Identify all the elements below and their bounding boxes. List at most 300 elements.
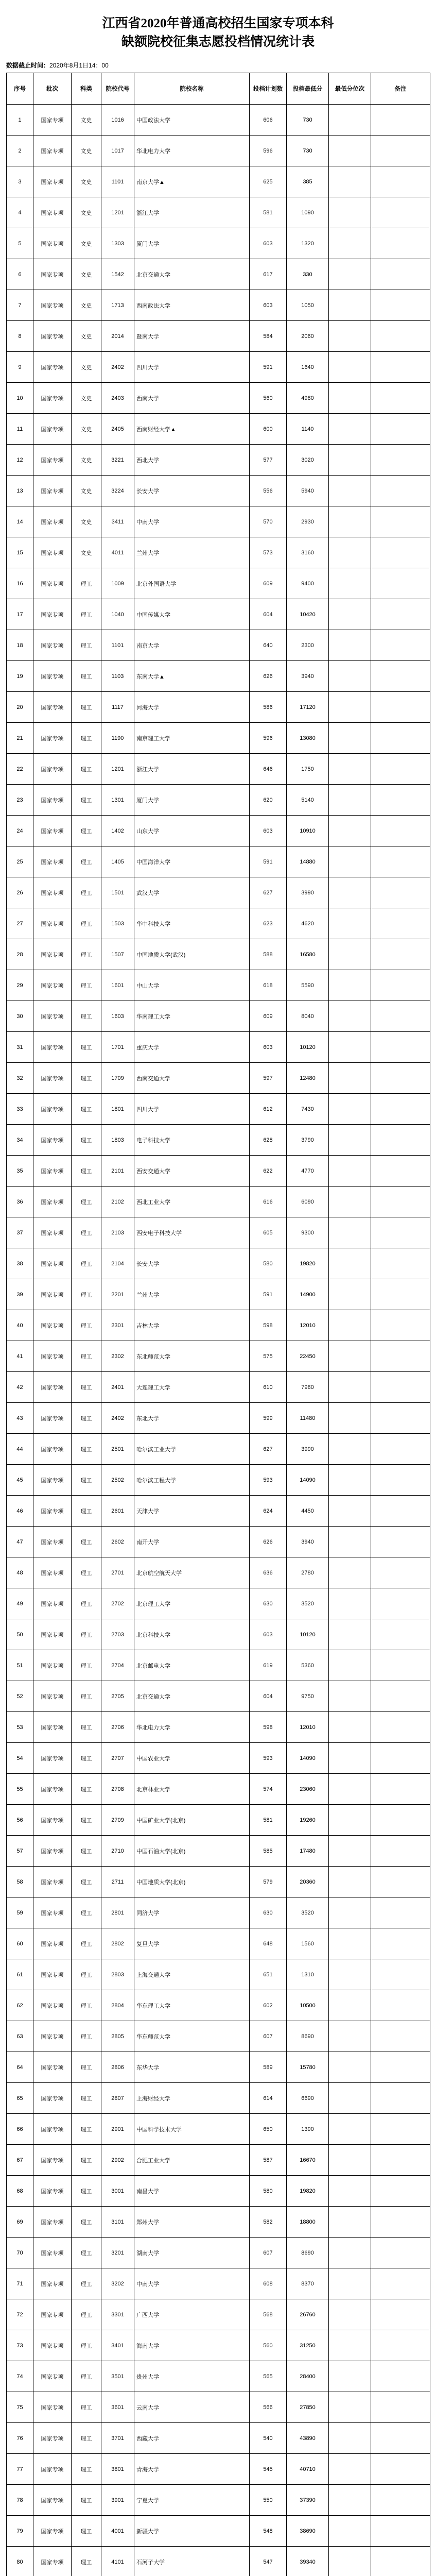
- cell-note: [371, 2454, 430, 2485]
- cell-school: 青海大学: [134, 2454, 250, 2485]
- cell-batch: 国家专项: [33, 723, 72, 754]
- cell-min-score: 1640: [287, 352, 329, 383]
- cell-school: 西北工业大学: [134, 1187, 250, 1217]
- cell-plan: 603: [250, 1619, 287, 1650]
- cell-code: 2302: [101, 1341, 134, 1372]
- cell-min-rank: [329, 1557, 371, 1588]
- cell-school: 中国地质大学(北京): [134, 1867, 250, 1897]
- cell-min-score: 1390: [287, 2114, 329, 2145]
- cell-note: [371, 1001, 430, 1032]
- cell-note: [371, 1897, 430, 1928]
- cell-min-score: 19820: [287, 1248, 329, 1279]
- cell-note: [371, 2516, 430, 2547]
- cell-type: 理工: [72, 1217, 101, 1248]
- cell-batch: 国家专项: [33, 908, 72, 939]
- cell-note: [371, 383, 430, 414]
- cell-note: [371, 1465, 430, 1496]
- cell-min-score: 14880: [287, 846, 329, 877]
- cell-code: 3101: [101, 2207, 134, 2238]
- cell-note: [371, 1836, 430, 1867]
- cell-min-score: 18800: [287, 2207, 329, 2238]
- table-row: [7, 1836, 430, 1867]
- cell-batch: 国家专项: [33, 1310, 72, 1341]
- cell-code: 2802: [101, 1928, 134, 1959]
- cell-no: 76: [7, 2423, 33, 2454]
- cell-school: 东北师范大学: [134, 1341, 250, 1372]
- cell-code: 1501: [101, 877, 134, 908]
- cell-code: 1601: [101, 970, 134, 1001]
- table-row: [7, 383, 430, 414]
- table-row: [7, 1403, 430, 1434]
- cell-type: 理工: [72, 877, 101, 908]
- cell-type: 理工: [72, 568, 101, 599]
- cell-code: 3201: [101, 2238, 134, 2268]
- cell-type: 文史: [72, 259, 101, 290]
- cell-min-rank: [329, 1310, 371, 1341]
- cell-plan: 545: [250, 2454, 287, 2485]
- cell-min-rank: [329, 1619, 371, 1650]
- table-row: [7, 939, 430, 970]
- cell-plan: 588: [250, 939, 287, 970]
- cell-plan: 596: [250, 723, 287, 754]
- cell-plan: 596: [250, 135, 287, 166]
- cell-plan: 619: [250, 1650, 287, 1681]
- cell-plan: 625: [250, 166, 287, 197]
- cell-code: 1503: [101, 908, 134, 939]
- cell-no: 67: [7, 2145, 33, 2176]
- cell-note: [371, 1867, 430, 1897]
- cell-min-rank: [329, 1094, 371, 1125]
- cell-code: 1701: [101, 1032, 134, 1063]
- cell-type: 理工: [72, 1650, 101, 1681]
- cell-type: 理工: [72, 1156, 101, 1187]
- table-row: [7, 1867, 430, 1897]
- cell-no: 33: [7, 1094, 33, 1125]
- cell-school: 中国农业大学: [134, 1743, 250, 1774]
- cutoff-label: 数据截止时间：: [6, 62, 50, 69]
- cell-school: 北京外国语大学: [134, 568, 250, 599]
- cell-batch: 国家专项: [33, 2145, 72, 2176]
- cell-plan: 547: [250, 2547, 287, 2576]
- cell-type: 理工: [72, 1279, 101, 1310]
- cell-batch: 国家专项: [33, 259, 72, 290]
- cell-plan: 548: [250, 2516, 287, 2547]
- cell-code: 3224: [101, 476, 134, 506]
- cell-min-rank: [329, 661, 371, 692]
- cell-min-score: 4450: [287, 1496, 329, 1527]
- cell-min-score: 3990: [287, 877, 329, 908]
- cell-school: 贵州大学: [134, 2361, 250, 2392]
- cell-plan: 620: [250, 785, 287, 816]
- table-row: [7, 568, 430, 599]
- cell-min-score: 20360: [287, 1867, 329, 1897]
- cell-min-score: 385: [287, 166, 329, 197]
- cell-type: 理工: [72, 2516, 101, 2547]
- table-row: [7, 1125, 430, 1156]
- cell-plan: 580: [250, 2176, 287, 2207]
- cell-min-rank: [329, 2454, 371, 2485]
- cell-type: 理工: [72, 1959, 101, 1990]
- cell-batch: 国家专项: [33, 1836, 72, 1867]
- cell-no: 6: [7, 259, 33, 290]
- table-row: [7, 1588, 430, 1619]
- cell-code: 2403: [101, 383, 134, 414]
- cell-min-rank: [329, 692, 371, 723]
- cell-batch: 国家专项: [33, 1372, 72, 1403]
- cell-min-rank: [329, 1681, 371, 1712]
- cell-batch: 国家专项: [33, 2361, 72, 2392]
- cell-batch: 国家专项: [33, 877, 72, 908]
- cell-no: 56: [7, 1805, 33, 1836]
- cell-batch: 国家专项: [33, 939, 72, 970]
- table-row: [7, 476, 430, 506]
- cell-min-rank: [329, 1217, 371, 1248]
- cell-code: 4001: [101, 2516, 134, 2547]
- cell-no: 58: [7, 1867, 33, 1897]
- cell-no: 73: [7, 2330, 33, 2361]
- cell-min-rank: [329, 2299, 371, 2330]
- cell-no: 72: [7, 2299, 33, 2330]
- cell-note: [371, 2145, 430, 2176]
- cell-plan: 607: [250, 2021, 287, 2052]
- cell-plan: 603: [250, 1032, 287, 1063]
- cell-min-rank: [329, 2423, 371, 2454]
- cell-min-rank: [329, 1774, 371, 1805]
- cell-no: 24: [7, 816, 33, 846]
- cell-note: [371, 692, 430, 723]
- cell-min-score: 37390: [287, 2485, 329, 2516]
- cell-batch: 国家专项: [33, 1434, 72, 1465]
- cell-type: 文史: [72, 506, 101, 537]
- cell-batch: 国家专项: [33, 785, 72, 816]
- cell-type: 理工: [72, 2454, 101, 2485]
- table-row: [7, 2207, 430, 2238]
- table-row: [7, 661, 430, 692]
- cell-school: 上海交通大学: [134, 1959, 250, 1990]
- cell-code: 1402: [101, 816, 134, 846]
- cell-note: [371, 568, 430, 599]
- cell-plan: 608: [250, 2268, 287, 2299]
- cell-note: [371, 2083, 430, 2114]
- cell-note: [371, 599, 430, 630]
- cell-batch: 国家专项: [33, 846, 72, 877]
- cell-school: 华东师范大学: [134, 2021, 250, 2052]
- cell-type: 理工: [72, 2330, 101, 2361]
- cell-school: 合肥工业大学: [134, 2145, 250, 2176]
- cell-plan: 589: [250, 2052, 287, 2083]
- cell-no: 63: [7, 2021, 33, 2052]
- cell-batch: 国家专项: [33, 2299, 72, 2330]
- cell-plan: 626: [250, 1527, 287, 1557]
- cell-batch: 国家专项: [33, 816, 72, 846]
- cell-code: 1190: [101, 723, 134, 754]
- cell-min-rank: [329, 1527, 371, 1557]
- cell-no: 18: [7, 630, 33, 661]
- cell-code: 3701: [101, 2423, 134, 2454]
- cell-plan: 574: [250, 1774, 287, 1805]
- cell-plan: 609: [250, 568, 287, 599]
- table-row: [7, 1372, 430, 1403]
- cell-min-score: 43890: [287, 2423, 329, 2454]
- cell-type: 文史: [72, 321, 101, 352]
- cell-min-score: 27850: [287, 2392, 329, 2423]
- cell-min-score: 1090: [287, 197, 329, 228]
- table-row: [7, 1248, 430, 1279]
- cell-note: [371, 414, 430, 445]
- cell-no: 44: [7, 1434, 33, 1465]
- cell-batch: 国家专项: [33, 1032, 72, 1063]
- cell-plan: 614: [250, 2083, 287, 2114]
- cell-type: 理工: [72, 2547, 101, 2576]
- cell-code: 3001: [101, 2176, 134, 2207]
- cell-code: 2402: [101, 1403, 134, 1434]
- col-header-no: 序号: [7, 73, 33, 105]
- cell-min-score: 17120: [287, 692, 329, 723]
- cell-no: 79: [7, 2516, 33, 2547]
- cell-type: 理工: [72, 1465, 101, 1496]
- cell-min-rank: [329, 1650, 371, 1681]
- cell-school: 西南交通大学: [134, 1063, 250, 1094]
- cell-type: 理工: [72, 1557, 101, 1588]
- cell-no: 77: [7, 2454, 33, 2485]
- cell-note: [371, 723, 430, 754]
- cell-min-rank: [329, 2485, 371, 2516]
- cell-note: [371, 2485, 430, 2516]
- cell-no: 38: [7, 1248, 33, 1279]
- table-row: [7, 1990, 430, 2021]
- cell-school: 海南大学: [134, 2330, 250, 2361]
- cell-no: 13: [7, 476, 33, 506]
- cell-school: 厦门大学: [134, 228, 250, 259]
- cell-no: 71: [7, 2268, 33, 2299]
- cell-no: 5: [7, 228, 33, 259]
- cell-type: 理工: [72, 2299, 101, 2330]
- cell-plan: 593: [250, 1465, 287, 1496]
- cell-min-rank: [329, 445, 371, 476]
- cell-min-rank: [329, 2083, 371, 2114]
- cell-min-rank: [329, 599, 371, 630]
- cell-plan: 591: [250, 352, 287, 383]
- table-body: [7, 105, 430, 2576]
- cell-code: 1103: [101, 661, 134, 692]
- table-row: [7, 105, 430, 135]
- cell-note: [371, 1588, 430, 1619]
- cell-school: 南京大学: [134, 630, 250, 661]
- cell-min-rank: [329, 1465, 371, 1496]
- cell-no: 7: [7, 290, 33, 321]
- table-row: [7, 1156, 430, 1187]
- cutoff-value: 2020年8月1日14：00: [49, 62, 109, 69]
- cell-min-rank: [329, 259, 371, 290]
- cell-type: 理工: [72, 785, 101, 816]
- cell-min-score: 6090: [287, 1187, 329, 1217]
- cell-note: [371, 2268, 430, 2299]
- cell-code: 1201: [101, 197, 134, 228]
- cell-type: 理工: [72, 1897, 101, 1928]
- cell-note: [371, 2114, 430, 2145]
- cell-note: [371, 1990, 430, 2021]
- cell-type: 文史: [72, 476, 101, 506]
- cell-min-score: 22450: [287, 1341, 329, 1372]
- cell-min-score: 6690: [287, 2083, 329, 2114]
- cell-school: 暨南大学: [134, 321, 250, 352]
- cell-no: 21: [7, 723, 33, 754]
- cell-min-score: 19820: [287, 2176, 329, 2207]
- cell-min-rank: [329, 1125, 371, 1156]
- cell-no: 26: [7, 877, 33, 908]
- cell-note: [371, 259, 430, 290]
- cell-note: [371, 1341, 430, 1372]
- cell-min-score: 2060: [287, 321, 329, 352]
- cell-code: 3301: [101, 2299, 134, 2330]
- cell-batch: 国家专项: [33, 2176, 72, 2207]
- cell-code: 2705: [101, 1681, 134, 1712]
- cell-batch: 国家专项: [33, 2485, 72, 2516]
- table-row: [7, 2516, 430, 2547]
- cell-no: 14: [7, 506, 33, 537]
- cell-min-score: 3020: [287, 445, 329, 476]
- cell-min-rank: [329, 321, 371, 352]
- cell-no: 51: [7, 1650, 33, 1681]
- table-row: [7, 599, 430, 630]
- table-row: [7, 1959, 430, 1990]
- cell-batch: 国家专项: [33, 692, 72, 723]
- cell-min-score: 3520: [287, 1897, 329, 1928]
- cell-min-rank: [329, 1187, 371, 1217]
- table-row: [7, 1557, 430, 1588]
- table-row: [7, 290, 430, 321]
- cell-note: [371, 785, 430, 816]
- cell-type: 理工: [72, 1434, 101, 1465]
- cell-batch: 国家专项: [33, 1063, 72, 1094]
- cell-school: 石河子大学: [134, 2547, 250, 2576]
- cell-code: 1101: [101, 166, 134, 197]
- cell-min-score: 730: [287, 135, 329, 166]
- cell-school: 北京理工大学: [134, 1588, 250, 1619]
- table-header: [7, 73, 430, 105]
- cell-code: 3221: [101, 445, 134, 476]
- cell-school: 天津大学: [134, 1496, 250, 1527]
- cell-plan: 593: [250, 1743, 287, 1774]
- cell-min-rank: [329, 2516, 371, 2547]
- cell-plan: 560: [250, 383, 287, 414]
- cell-plan: 612: [250, 1094, 287, 1125]
- cell-plan: 604: [250, 599, 287, 630]
- cell-school: 北京邮电大学: [134, 1650, 250, 1681]
- table-row: [7, 1527, 430, 1557]
- cell-plan: 603: [250, 816, 287, 846]
- cell-batch: 国家专项: [33, 1805, 72, 1836]
- cell-type: 文史: [72, 352, 101, 383]
- table-row: [7, 1774, 430, 1805]
- cell-batch: 国家专项: [33, 2330, 72, 2361]
- cell-min-score: 9750: [287, 1681, 329, 1712]
- cell-batch: 国家专项: [33, 1681, 72, 1712]
- cell-min-rank: [329, 568, 371, 599]
- cell-min-score: 4770: [287, 1156, 329, 1187]
- cell-min-rank: [329, 2176, 371, 2207]
- cell-batch: 国家专项: [33, 1465, 72, 1496]
- cell-min-rank: [329, 290, 371, 321]
- cell-plan: 591: [250, 846, 287, 877]
- cell-type: 理工: [72, 2207, 101, 2238]
- cell-min-rank: [329, 939, 371, 970]
- cell-no: 27: [7, 908, 33, 939]
- cell-school: 河海大学: [134, 692, 250, 723]
- table-row: [7, 1496, 430, 1527]
- cell-plan: 626: [250, 661, 287, 692]
- cell-type: 理工: [72, 2145, 101, 2176]
- cell-min-score: 28400: [287, 2361, 329, 2392]
- cell-note: [371, 661, 430, 692]
- cell-code: 2902: [101, 2145, 134, 2176]
- cell-note: [371, 2207, 430, 2238]
- cell-min-score: 2300: [287, 630, 329, 661]
- cell-batch: 国家专项: [33, 1774, 72, 1805]
- table-row: [7, 2392, 430, 2423]
- cell-code: 2601: [101, 1496, 134, 1527]
- table-row: [7, 2330, 430, 2361]
- cell-school: 东华大学: [134, 2052, 250, 2083]
- cell-min-rank: [329, 723, 371, 754]
- cell-min-rank: [329, 166, 371, 197]
- cell-type: 理工: [72, 1743, 101, 1774]
- cell-plan: 598: [250, 1712, 287, 1743]
- cell-no: 46: [7, 1496, 33, 1527]
- cell-plan: 568: [250, 2299, 287, 2330]
- cell-min-score: 15780: [287, 2052, 329, 2083]
- cell-no: 42: [7, 1372, 33, 1403]
- cell-min-rank: [329, 1372, 371, 1403]
- table-row: [7, 2423, 430, 2454]
- cell-school: 南开大学: [134, 1527, 250, 1557]
- cell-code: 2701: [101, 1557, 134, 1588]
- title-line-1: 江西省2020年普通高校招生国家专项本科: [102, 16, 334, 30]
- cell-batch: 国家专项: [33, 661, 72, 692]
- cell-code: 3202: [101, 2268, 134, 2299]
- cell-type: 理工: [72, 1681, 101, 1712]
- cell-min-score: 14090: [287, 1743, 329, 1774]
- cell-batch: 国家专项: [33, 2547, 72, 2576]
- cell-type: 理工: [72, 1001, 101, 1032]
- cell-note: [371, 506, 430, 537]
- cell-min-score: 1320: [287, 228, 329, 259]
- cell-no: 75: [7, 2392, 33, 2423]
- cell-min-rank: [329, 105, 371, 135]
- cell-min-rank: [329, 506, 371, 537]
- cell-min-score: 26760: [287, 2299, 329, 2330]
- cell-type: 文史: [72, 105, 101, 135]
- cell-batch: 国家专项: [33, 383, 72, 414]
- cell-code: 1709: [101, 1063, 134, 1094]
- cell-note: [371, 2361, 430, 2392]
- cell-no: 35: [7, 1156, 33, 1187]
- table-row: [7, 1187, 430, 1217]
- cell-min-score: 12480: [287, 1063, 329, 1094]
- cell-type: 理工: [72, 1063, 101, 1094]
- cell-note: [371, 135, 430, 166]
- cell-type: 理工: [72, 2176, 101, 2207]
- cell-min-rank: [329, 352, 371, 383]
- cell-note: [371, 2238, 430, 2268]
- cell-batch: 国家专项: [33, 1527, 72, 1557]
- cell-no: 43: [7, 1403, 33, 1434]
- cell-plan: 605: [250, 1217, 287, 1248]
- cell-type: 理工: [72, 1372, 101, 1403]
- cell-batch: 国家专项: [33, 197, 72, 228]
- cell-min-rank: [329, 970, 371, 1001]
- cell-type: 理工: [72, 2361, 101, 2392]
